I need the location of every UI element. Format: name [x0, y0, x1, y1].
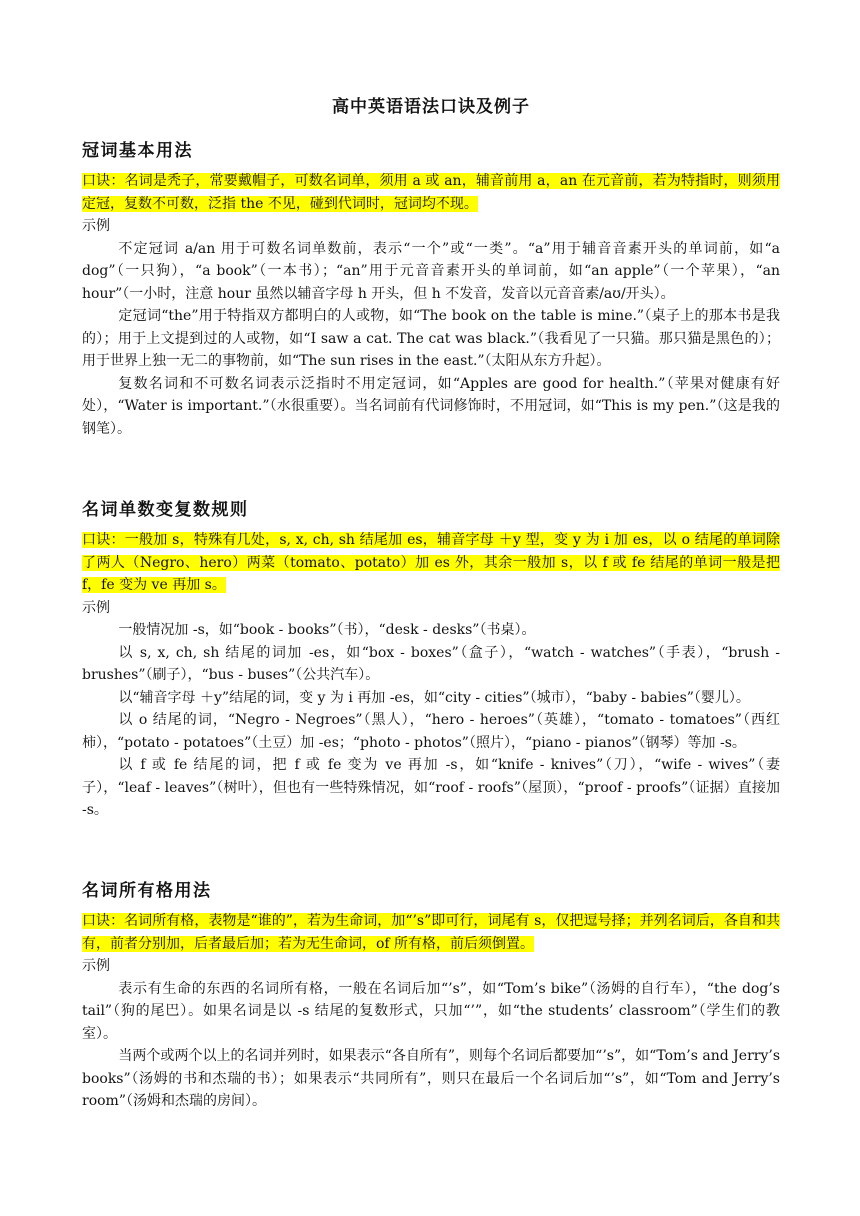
section-heading: 名词所有格用法 [82, 881, 212, 901]
example-paragraph: 以 s, x, ch, sh 结尾的词加 -es，如“box - boxes”（盒子），“watch - watches”（手表），“brush - brushes”（刷子），“bus - buses”（公共汽车）。 [82, 644, 780, 683]
example-label: 示例 [82, 599, 110, 616]
section-noun-plurals [82, 497, 780, 822]
example-paragraph: 以“辅音字母 ＋y”结尾的词，变 y 为 i 再加 -es，如“city - cities”（城市），“baby - babies”（婴儿）。 [118, 689, 750, 706]
example-paragraph: 以 o 结尾的词，“Negro - Negroes”（黑人），“hero - heroes”（英雄），“tomato - tomatoes”（西红柿），“potato - potatoes”（土豆）加 -es；“photo - photos”（照片），“piano - pianos”（钢琴）等加 -s。 [82, 712, 780, 751]
document-title: 高中英语语法口诀及例子 [332, 97, 530, 117]
example-paragraph: 以 f 或 fe 结尾的词，把 f 或 fe 变为 ve 再加 -s，如“knife - knives”（刀），“wife - wives”（妻子），“leaf - leaves”（树叶），但也有一些特殊情况，如“roof - roofs”（屋顶），“proof - proofs”（证据）直接加 -s。 [82, 757, 780, 818]
section-articles [82, 138, 780, 440]
section-possessive [82, 878, 780, 1113]
example-paragraph: 表示有生命的东西的名词所有格，一般在名词后加“’s”，如“Tom’s bike”（汤姆的自行车），“the dog’s tail”（狗的尾巴）。如果名词是以 -s 结尾的复数形式，只加“’”，如“the students’ classroom”（学生们的教室）。 [82, 980, 780, 1042]
example-paragraph: 一般情况加 -s，如“book - books”（书），“desk - desks”（书桌）。 [118, 622, 536, 638]
example-paragraph: 复数名词和不可数名词表示泛指时不用定冠词，如“Apples are good for health.”（苹果对健康有好处），“Water is important.”（水很重要）。当名词前有代词修饰时，不用冠词，如“This is my pen.”（这是我的钢笔）。 [82, 375, 780, 437]
example-paragraph: 定冠词“the”用于特指双方都明白的人或物，如“The book on the table is mine.”（桌子上的那本书是我的）；用于上文提到过的人或物，如“I saw a cat. The cat was black.”（我看见了一只猫。那只猫是黑色的）；用于世界上独一无二的事物前，如“The sun rises in the east.”（太阳从东方升起）。 [82, 308, 780, 369]
example-paragraph: 当两个或两个以上的名词并列时，如果表示“各自所有”，则每个名词后都要加“’s”，如“Tom’s and Jerry’s books”（汤姆的书和杰瑞的书）；如果表示“共同所有”，则只在最后一个名词后加“’s”，如“Tom and Jerry’s room”（汤姆和杰瑞的房间）。 [82, 1048, 780, 1109]
mnemonic-highlight [82, 170, 780, 215]
section-heading: 名词单数变复数规则 [82, 500, 249, 520]
example-label: 示例 [82, 218, 110, 234]
mnemonic-text: 口诀：一般加 s，特殊有几处，s, x, ch, sh 结尾加 es，辅音字母 ＋y 型，变 y 为 i 加 es，以 o 结尾的单词除了两人（Negro、hero）两菜（tomato、potato）加 es 外，其余一般加 s，以 f 或 fe 结尾的单词一般是把 f，fe 变为 ve 再加 s。 [82, 532, 780, 593]
example-label: 示例 [82, 958, 110, 974]
mnemonic-highlight [82, 910, 780, 955]
mnemonic-text: 口诀：名词所有格，表物是“谁的”，若为生命词，加“’s”即可行，词尾有 s，仅把逗号择；并列名词后，各自和共有，前者分别加，后者最后加；若为无生命词，of 所有格，前后须倒置。 [82, 913, 780, 952]
mnemonic-text: 口诀：名词是秃子，常要戴帽子，可数名词单，须用 a 或 an，辅音前用 a，an 在元音前，若为特指时，则须用定冠，复数不可数，泛指 the 不见，碰到代词时，冠词均不现。 [82, 173, 780, 212]
mnemonic-highlight [82, 529, 780, 597]
section-heading: 冠词基本用法 [82, 141, 193, 161]
example-paragraph: 不定冠词 a/an 用于可数名词单数前，表示“一个”或“一类”。“a”用于辅音音素开头的单词前，如“a dog”（一只狗），“a book”（一本书）；“an”用于元音音素开头的单词前，如“an apple”（一个苹果），“an hour”（一小时，注意 hour 虽然以辅音字母 h 开头，但 h 不发音，发音以元音音素/aʊ/开头）。 [82, 240, 780, 302]
